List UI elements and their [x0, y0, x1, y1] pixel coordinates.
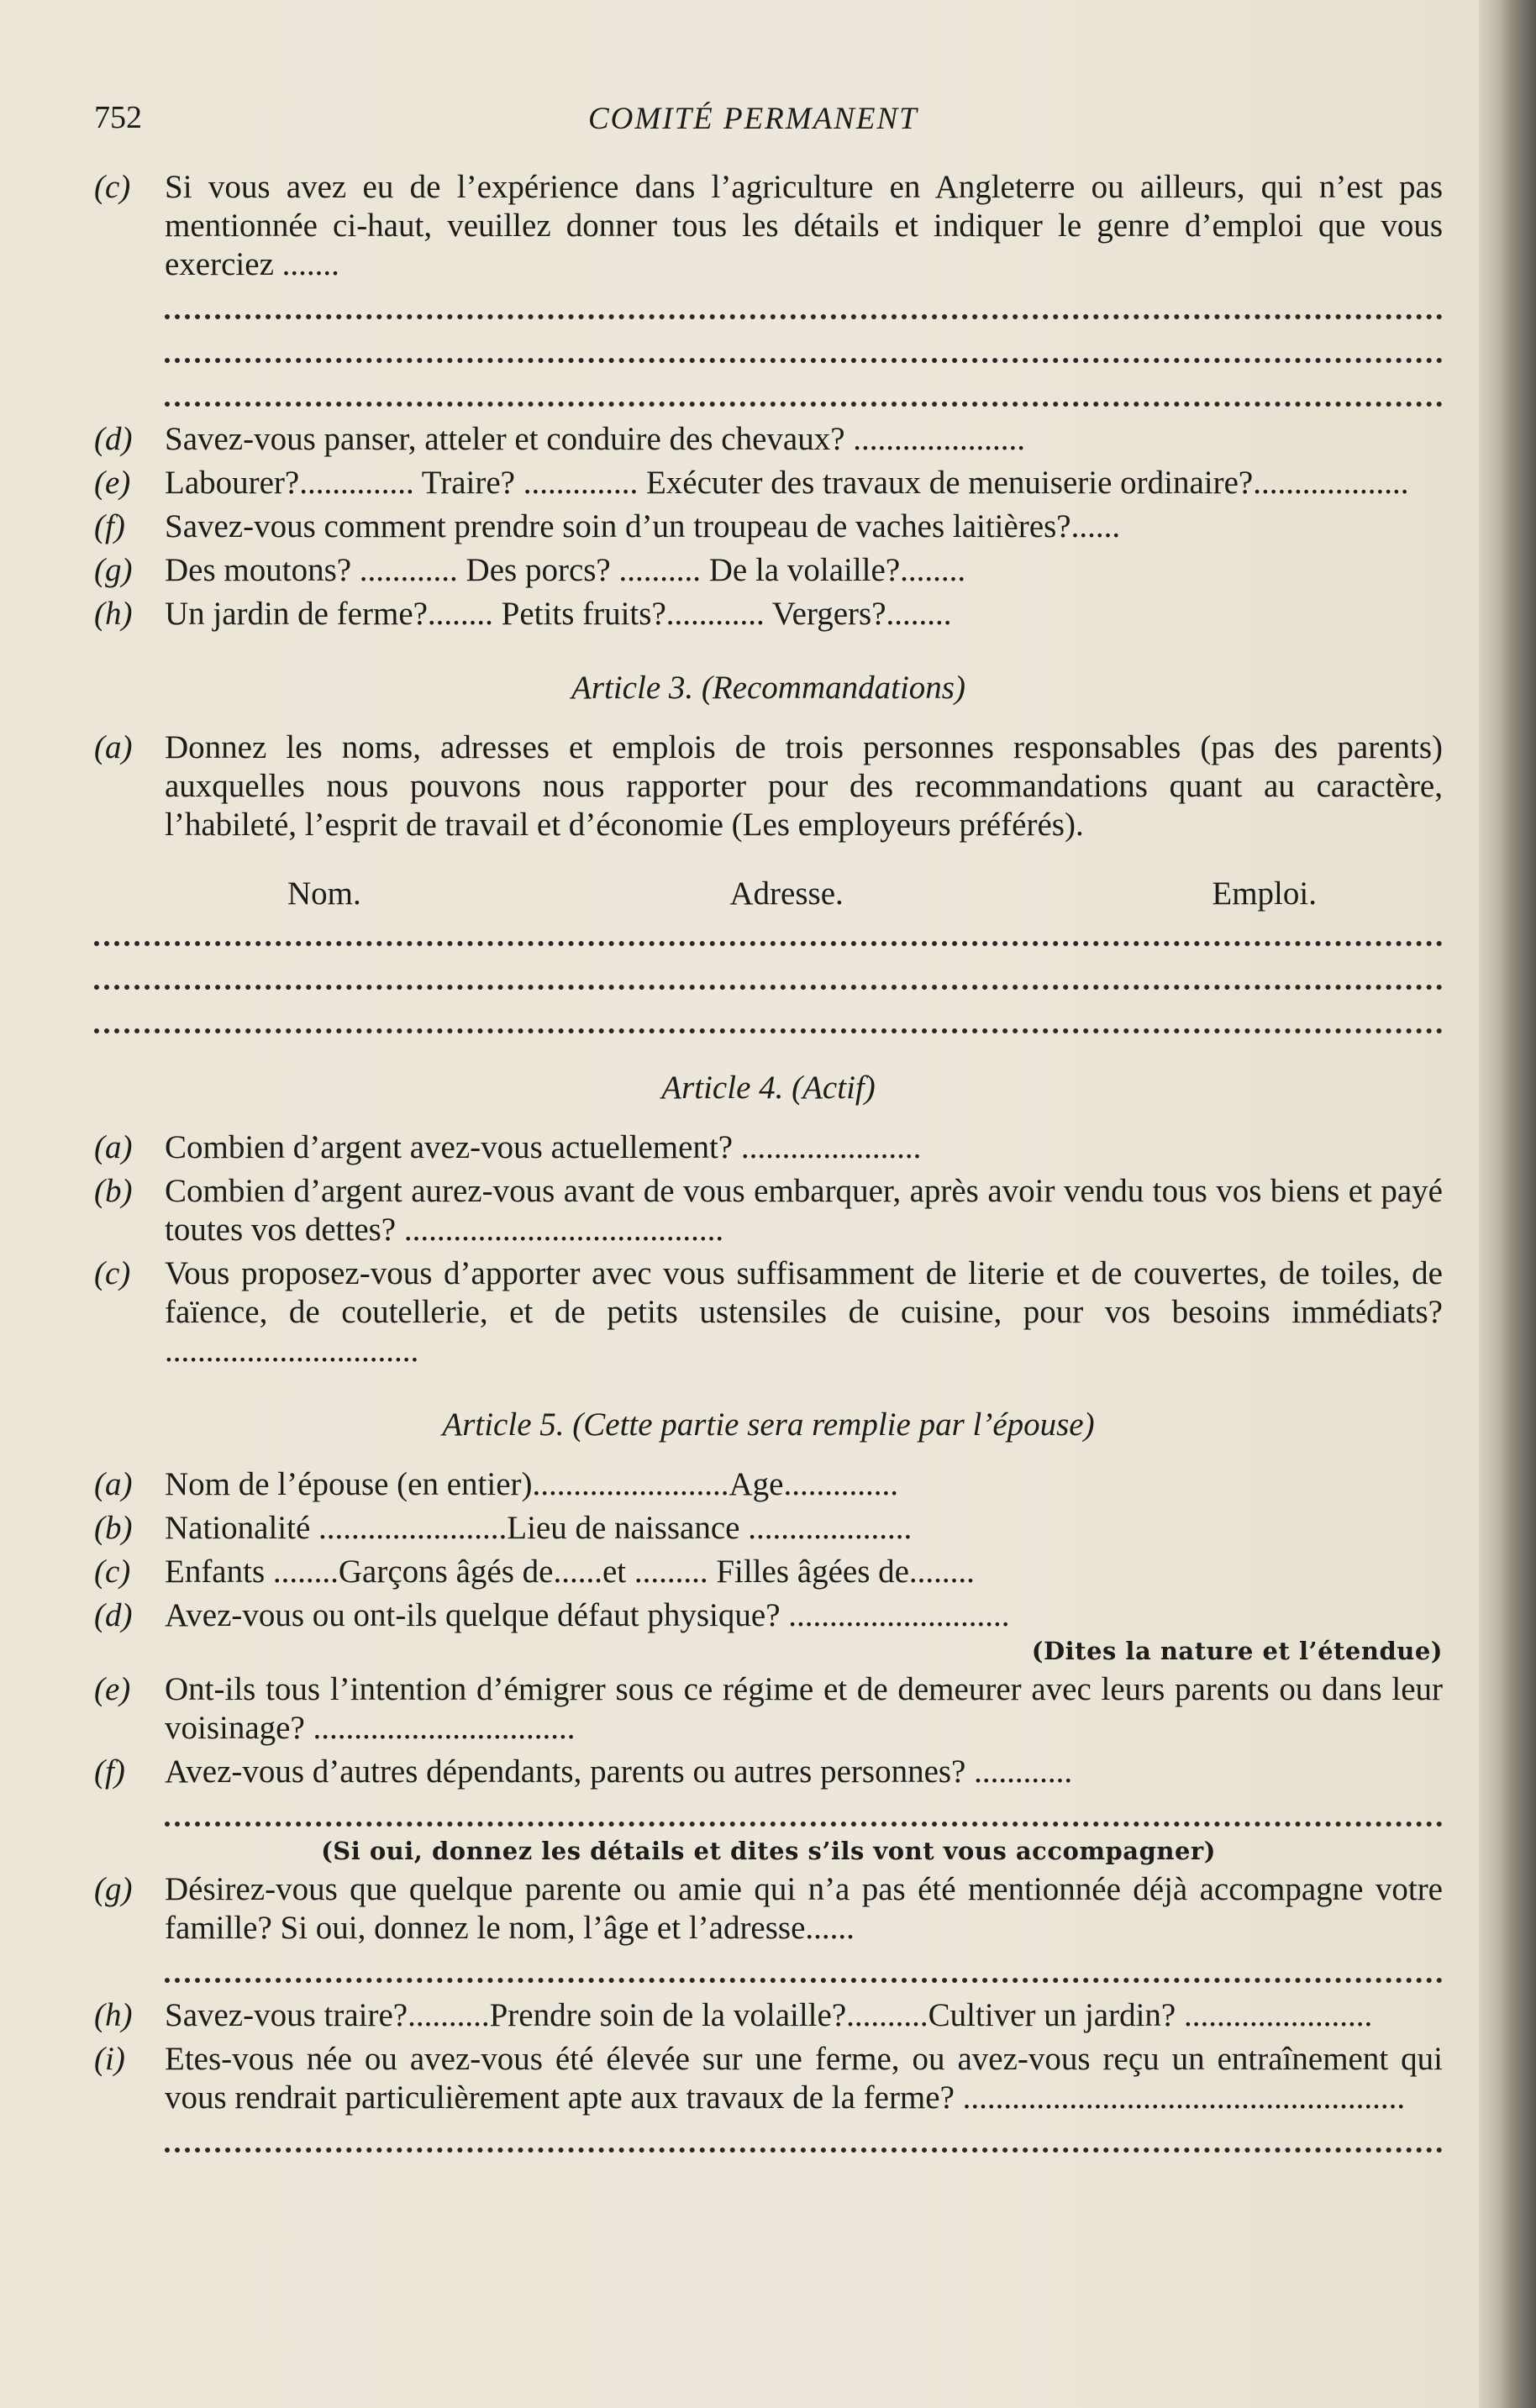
- item-label: (h): [94, 596, 133, 632]
- question-d-horses: [94, 420, 1443, 459]
- question-a-references: [94, 728, 1443, 844]
- question-c-household-goods: [94, 1254, 1443, 1370]
- item-text: Savez-vous comment prendre soin d’un troupeau de vaches laitières?......: [165, 508, 1121, 544]
- answer-line[interactable]: [165, 333, 1443, 363]
- note-details: (Si oui, donnez les détails et dites s’ils vont vous accompagner): [321, 1837, 1216, 1865]
- item-text: Enfants ........Garçons âgés de......et ......... Filles âgées de........: [165, 1554, 975, 1590]
- item-label: (c): [94, 1554, 131, 1590]
- question-h-milk: [94, 1996, 1443, 2035]
- item-label: (i): [94, 2041, 125, 2077]
- item-text: Ont-ils tous l’intention d’émigrer sous ce régime et de demeurer avec leurs parents ou dans leur voisinage? ................................: [165, 1671, 1443, 1746]
- item-text: Un jardin de ferme?........ Petits fruits?............ Vergers?........: [165, 596, 952, 632]
- item-label: (c): [94, 1255, 131, 1291]
- column-emploi: Emploi.: [1212, 875, 1317, 912]
- item-label: (d): [94, 421, 133, 457]
- question-e-labour: [94, 464, 1443, 502]
- question-c-children: [94, 1553, 1443, 1591]
- item-text: Savez-vous panser, atteler et conduire des chevaux? .....................: [165, 421, 1025, 457]
- item-text: Nationalité .......................Lieu de naissance ....................: [165, 1510, 913, 1546]
- note-nature-extent: (Dites la nature et l’étendue): [1031, 1637, 1443, 1665]
- item-text: Savez-vous traire?..........Prendre soin de la volaille?..........Cultiver un jardin? .......................: [165, 1997, 1373, 2033]
- question-b-nationality: [94, 1509, 1443, 1548]
- article-4-heading: Article 4. (Actif): [661, 1070, 876, 1106]
- answer-line[interactable]: [165, 1796, 1443, 1827]
- item-text: Avez-vous d’autres dépendants, parents ou autres personnes? ............: [165, 1753, 1073, 1790]
- reference-columns: [287, 875, 1317, 912]
- item-text: Nom de l’épouse (en entier)........................Age..............: [165, 1466, 898, 1502]
- item-text: Des moutons? ............ Des porcs? .......... De la volaille?........: [165, 552, 966, 588]
- item-text: Si vous avez eu de l’expérience dans l’agriculture en Angleterre ou ailleurs, qui n’est pas mentionnée ci-haut, veuillez donner tous les détails et indiquer le genre d’emploi que vous exerciez .......: [165, 169, 1443, 282]
- answer-line[interactable]: [165, 1953, 1443, 1983]
- column-adresse: Adresse.: [729, 875, 844, 912]
- book-gutter: [1479, 0, 1536, 2408]
- question-a-wife-name: [94, 1465, 1443, 1504]
- question-g-livestock: [94, 551, 1443, 590]
- page-number: 752: [94, 100, 142, 135]
- question-c-agriculture: [94, 168, 1443, 284]
- item-label: (c): [94, 169, 131, 205]
- item-text: Vous proposez-vous d’apporter avec vous suffisamment de literie et de couvertes, de toiles, de faïence, de coutellerie, et de petits ustensiles de cuisine, pour vos besoins immédiats? ...............................: [165, 1255, 1443, 1369]
- question-d-physical-defect: [94, 1596, 1443, 1635]
- article-3-heading: Article 3. (Recommandations): [571, 670, 965, 706]
- item-text: Combien d’argent avez-vous actuellement? ......................: [165, 1129, 922, 1165]
- answer-line[interactable]: [165, 376, 1443, 407]
- question-g-relative: [94, 1870, 1443, 1948]
- item-label: (e): [94, 1671, 131, 1707]
- question-h-garden: [94, 595, 1443, 634]
- item-label: (g): [94, 1871, 133, 1907]
- item-text: Donnez les noms, adresses et emplois de trois personnes responsables (pas des parents) auxquelles nous pouvons nous rapporter pour des recommandations quant au caractère, l’habileté, l’esprit de travail et d’économie (Les employeurs préférés).: [165, 729, 1443, 843]
- item-text: Avez-vous ou ont-ils quelque défaut physique? ...........................: [165, 1597, 1010, 1633]
- item-text: Désirez-vous que quelque parente ou amie qui n’a pas été mentionnée déjà accompagne votre famille? Si oui, donnez le nom, l’âge et l’adresse......: [165, 1871, 1443, 1946]
- form-content: [94, 168, 1443, 2166]
- item-label: (b): [94, 1510, 133, 1546]
- question-b-money-after-sale: [94, 1172, 1443, 1249]
- item-text: Etes-vous née ou avez-vous été élevée sur une ferme, ou avez-vous reçu un entraînement qui vous rendrait particulièrement apte aux travaux de la ferme? ......................................................: [165, 2041, 1443, 2116]
- question-i-farm-training: [94, 2040, 1443, 2117]
- column-nom: Nom.: [287, 875, 361, 912]
- page-header: [0, 99, 1479, 150]
- article-5-heading: Article 5. (Cette partie sera remplie par l’épouse): [442, 1406, 1095, 1443]
- item-label: (e): [94, 465, 131, 501]
- answer-line[interactable]: [165, 289, 1443, 319]
- running-head: COMITÉ PERMANENT: [588, 102, 918, 136]
- item-label: (h): [94, 1997, 133, 2033]
- question-a-money: [94, 1128, 1443, 1167]
- item-label: (d): [94, 1597, 133, 1633]
- item-label: (a): [94, 1129, 133, 1165]
- question-e-emigrate: [94, 1670, 1443, 1748]
- item-text: Labourer?.............. Traire? .............. Exécuter des travaux de menuiserie ordinaire?...................: [165, 465, 1409, 501]
- question-f-cows: [94, 507, 1443, 546]
- reference-line[interactable]: [94, 1003, 1443, 1033]
- item-label: (f): [94, 508, 125, 544]
- item-label: (a): [94, 1466, 133, 1502]
- reference-line[interactable]: [94, 916, 1443, 946]
- item-text: Combien d’argent aurez-vous avant de vous embarquer, après avoir vendu tous vos biens et payé toutes vos dettes? .......................................: [165, 1173, 1443, 1248]
- item-label: (g): [94, 552, 133, 588]
- item-label: (f): [94, 1753, 125, 1790]
- question-f-dependants: [94, 1753, 1443, 1791]
- item-label: (b): [94, 1173, 133, 1209]
- answer-line[interactable]: [165, 2122, 1443, 2153]
- item-label: (a): [94, 729, 133, 765]
- reference-line[interactable]: [94, 960, 1443, 990]
